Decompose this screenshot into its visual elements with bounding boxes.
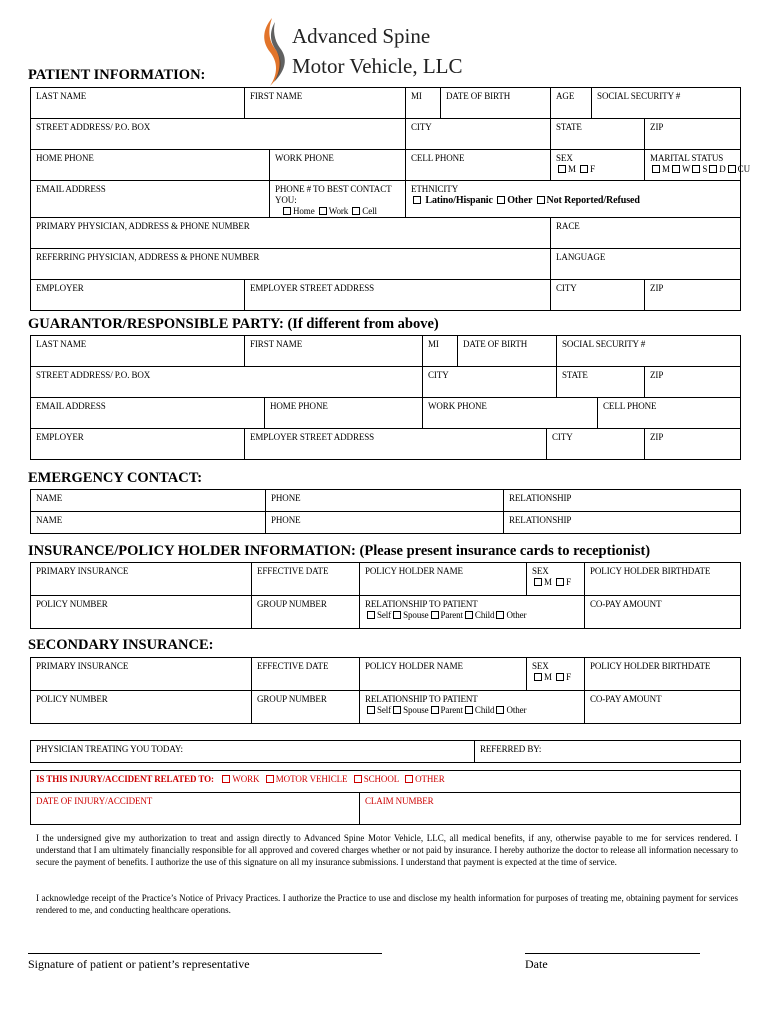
marital-d-label: D xyxy=(719,164,726,174)
insurance-heading: INSURANCE/POLICY HOLDER INFORMATION: (Please present insurance cards to receptionist) xyxy=(28,543,651,559)
consent-paragraph-2: I acknowledge receipt of the Practice’s Notice of Privacy Practices. I authorize the Practice to use and disclose my health information for purposes of treating me, obtaining payment for services rendered to me, and conducting healthcare operations. xyxy=(36,893,738,915)
ins2-rel-other-label: Other xyxy=(506,705,527,715)
pt-employer-street-field[interactable]: EMPLOYER STREET ADDRESS xyxy=(245,280,551,311)
claim-number-field[interactable]: CLAIM NUMBER xyxy=(360,793,741,825)
pt-marital-label: MARITAL STATUS xyxy=(650,153,724,163)
pt-marital-field xyxy=(645,150,750,181)
ins2-copay-field[interactable]: CO-PAY AMOUNT xyxy=(585,691,741,724)
ec1-name-field[interactable]: NAME xyxy=(31,490,266,512)
pt-employer-city-field[interactable]: CITY xyxy=(551,280,645,311)
pt-best-contact-field xyxy=(270,181,406,218)
pt-city-field[interactable]: CITY xyxy=(406,119,551,150)
pt-referring-physician-field[interactable]: REFERRING PHYSICIAN, ADDRESS & PHONE NUMBER xyxy=(31,249,551,280)
secondary-insurance-heading: SECONDARY INSURANCE: xyxy=(28,637,214,653)
g-employer-zip-field[interactable]: ZIP xyxy=(645,429,741,460)
ins1-rel-child-label: Child xyxy=(474,610,495,620)
injury-related-label: IS THIS INJURY/ACCIDENT RELATED TO: xyxy=(36,774,214,784)
pt-primary-physician-field[interactable]: PRIMARY PHYSICIAN, ADDRESS & PHONE NUMBER xyxy=(31,218,551,249)
ins1-sex-f-label: F xyxy=(566,577,571,587)
ins1-holder-bday-field[interactable]: POLICY HOLDER BIRTHDATE xyxy=(585,563,741,596)
ins2-rel-parent-checkbox[interactable] xyxy=(431,706,439,714)
injury-other-label: OTHER xyxy=(415,774,445,784)
signature-line[interactable] xyxy=(28,953,382,954)
ins1-sex-m-label: M xyxy=(544,577,552,587)
g-dob-field[interactable]: DATE OF BIRTH xyxy=(458,336,557,367)
ins1-sex-label: SEX xyxy=(532,566,549,576)
injury-motor-checkbox[interactable] xyxy=(266,775,274,783)
pt-email-field[interactable]: EMAIL ADDRESS xyxy=(31,181,270,218)
ins2-effective-field[interactable]: EFFECTIVE DATE xyxy=(252,658,360,691)
injury-date-field[interactable]: DATE OF INJURY/ACCIDENT xyxy=(31,793,360,825)
g-employer-field[interactable]: EMPLOYER xyxy=(31,429,245,460)
contact-cell-label: Cell xyxy=(362,206,377,216)
pt-language-field[interactable]: LANGUAGE xyxy=(551,249,741,280)
primary-insurance-table xyxy=(30,562,741,629)
ins2-sex-m-checkbox[interactable] xyxy=(534,673,542,681)
pt-age-field[interactable]: AGE xyxy=(551,88,592,119)
injury-related-row xyxy=(31,771,741,793)
ins2-sex-m-label: M xyxy=(544,672,552,682)
g-state-field[interactable]: STATE xyxy=(557,367,645,398)
marital-w-checkbox[interactable] xyxy=(672,165,680,173)
ins2-holder-name-field[interactable]: POLICY HOLDER NAME xyxy=(360,658,527,691)
ins1-rel-parent-checkbox[interactable] xyxy=(431,611,439,619)
ins2-rel-spouse-checkbox[interactable] xyxy=(393,706,401,714)
marital-w-label: W xyxy=(681,164,691,174)
ins2-rel-self-checkbox[interactable] xyxy=(367,706,375,714)
injury-school-checkbox[interactable] xyxy=(354,775,362,783)
ins2-relationship-label: RELATIONSHIP TO PATIENT xyxy=(365,694,478,704)
ec2-name-field[interactable]: NAME xyxy=(31,512,266,534)
injury-work-checkbox[interactable] xyxy=(222,775,230,783)
ins1-group-number-field[interactable]: GROUP NUMBER xyxy=(252,596,360,629)
marital-cu-label: CU xyxy=(737,164,750,174)
pt-sex-m-label: M xyxy=(568,164,576,174)
emergency-table xyxy=(30,489,741,534)
pt-dob-field[interactable]: DATE OF BIRTH xyxy=(441,88,551,119)
pt-cell-phone-field[interactable]: CELL PHONE xyxy=(406,150,551,181)
pt-street-field[interactable]: STREET ADDRESS/ P.O. BOX xyxy=(31,119,406,150)
pt-work-phone-field[interactable]: WORK PHONE xyxy=(270,150,406,181)
ec1-relationship-field[interactable]: RELATIONSHIP xyxy=(504,490,741,512)
ins2-rel-child-checkbox[interactable] xyxy=(465,706,473,714)
marital-m-label: M xyxy=(662,164,670,174)
ins2-rel-other-checkbox[interactable] xyxy=(496,706,504,714)
ins2-holder-bday-field[interactable]: POLICY HOLDER BIRTHDATE xyxy=(585,658,741,691)
date-label: Date xyxy=(525,957,548,971)
injury-work-label: WORK xyxy=(232,774,260,784)
pt-first-name-field[interactable]: FIRST NAME xyxy=(245,88,406,119)
injury-other-checkbox[interactable] xyxy=(405,775,413,783)
ins2-group-number-field[interactable]: GROUP NUMBER xyxy=(252,691,360,724)
ins1-rel-spouse-checkbox[interactable] xyxy=(393,611,401,619)
pt-sex-label: SEX xyxy=(556,153,573,163)
guarantor-heading: GUARANTOR/RESPONSIBLE PARTY: (If different from above) xyxy=(28,316,439,332)
ins1-rel-child-checkbox[interactable] xyxy=(465,611,473,619)
contact-work-label: Work xyxy=(328,206,349,216)
ins2-primary-field[interactable]: PRIMARY INSURANCE xyxy=(31,658,252,691)
contact-home-checkbox[interactable] xyxy=(283,207,291,215)
ins2-sex-field xyxy=(527,658,585,691)
signature-label: Signature of patient or patient’s representative xyxy=(28,957,250,971)
eth-latino-checkbox[interactable] xyxy=(413,196,421,204)
g-cell-phone-field[interactable]: CELL PHONE xyxy=(598,398,741,429)
ins2-rel-self-label: Self xyxy=(377,705,392,715)
ins2-policy-number-field[interactable]: POLICY NUMBER xyxy=(31,691,252,724)
ins2-sex-f-label: F xyxy=(566,672,571,682)
ins2-sex-f-checkbox[interactable] xyxy=(556,673,564,681)
physician-today-field[interactable]: PHYSICIAN TREATING YOU TODAY: xyxy=(31,741,475,763)
pt-ethnicity-field xyxy=(406,181,741,218)
contact-home-label: Home xyxy=(293,206,315,216)
g-first-name-field[interactable]: FIRST NAME xyxy=(245,336,423,367)
logo-line-2: Motor Vehicle, LLC xyxy=(292,54,463,78)
emergency-heading: EMERGENCY CONTACT: xyxy=(28,470,203,486)
pt-mi-field[interactable]: MI xyxy=(406,88,441,119)
marital-cu-checkbox[interactable] xyxy=(728,165,736,173)
contact-cell-checkbox[interactable] xyxy=(352,207,360,215)
ins1-rel-spouse-label: Spouse xyxy=(403,610,429,620)
g-email-field[interactable]: EMAIL ADDRESS xyxy=(31,398,265,429)
pt-zip-field[interactable]: ZIP xyxy=(645,119,741,150)
g-last-name-field[interactable]: LAST NAME xyxy=(31,336,245,367)
g-zip-field[interactable]: ZIP xyxy=(645,367,741,398)
ins1-effective-field[interactable]: EFFECTIVE DATE xyxy=(252,563,360,596)
ins1-sex-field xyxy=(527,563,585,596)
ins2-rel-child-label: Child xyxy=(474,705,495,715)
g-ssn-field[interactable]: SOCIAL SECURITY # xyxy=(557,336,741,367)
g-mi-field[interactable]: MI xyxy=(423,336,458,367)
pt-sex-field xyxy=(551,150,645,181)
ins1-rel-other-checkbox[interactable] xyxy=(496,611,504,619)
patient-info-heading: PATIENT INFORMATION: xyxy=(28,67,206,83)
pt-ssn-field[interactable]: SOCIAL SECURITY # xyxy=(592,88,741,119)
g-street-field[interactable]: STREET ADDRESS/ P.O. BOX xyxy=(31,367,423,398)
ins1-sex-m-checkbox[interactable] xyxy=(534,578,542,586)
ec2-phone-field[interactable]: PHONE xyxy=(266,512,504,534)
ins2-sex-label: SEX xyxy=(532,661,549,671)
g-employer-city-field[interactable]: CITY xyxy=(547,429,645,460)
eth-other-label: Other xyxy=(507,195,533,206)
eth-latino-label: Latino/Hispanic xyxy=(425,195,493,206)
logo-flame-icon xyxy=(258,16,288,88)
ins2-rel-parent-label: Parent xyxy=(440,705,463,715)
injury-school-label: SCHOOL xyxy=(363,774,399,784)
pt-sex-m-checkbox[interactable] xyxy=(558,165,566,173)
g-home-phone-field[interactable]: HOME PHONE xyxy=(265,398,423,429)
secondary-insurance-table xyxy=(30,657,741,724)
eth-not-reported-checkbox[interactable] xyxy=(537,196,545,204)
ins1-rel-parent-label: Parent xyxy=(440,610,463,620)
ins1-rel-self-checkbox[interactable] xyxy=(367,611,375,619)
ins1-policy-number-field[interactable]: POLICY NUMBER xyxy=(31,596,252,629)
eth-not-reported-label: Not Reported/Refused xyxy=(546,195,640,206)
ins1-rel-other-label: Other xyxy=(506,610,527,620)
ins2-rel-spouse-label: Spouse xyxy=(403,705,429,715)
pt-employer-zip-field[interactable]: ZIP xyxy=(645,280,741,311)
ins1-primary-field[interactable]: PRIMARY INSURANCE xyxy=(31,563,252,596)
contact-work-checkbox[interactable] xyxy=(319,207,327,215)
g-work-phone-field[interactable]: WORK PHONE xyxy=(423,398,598,429)
pt-best-contact-label: PHONE # TO BEST CONTACT YOU: xyxy=(275,184,392,205)
ins1-sex-f-checkbox[interactable] xyxy=(556,578,564,586)
guarantor-table xyxy=(30,335,741,460)
logo-line-1: Advanced Spine xyxy=(292,24,431,48)
ec2-relationship-field[interactable]: RELATIONSHIP xyxy=(504,512,741,534)
ins1-relationship-label: RELATIONSHIP TO PATIENT xyxy=(365,599,478,609)
ins1-copay-field[interactable]: CO-PAY AMOUNT xyxy=(585,596,741,629)
g-employer-street-field[interactable]: EMPLOYER STREET ADDRESS xyxy=(245,429,547,460)
marital-s-checkbox[interactable] xyxy=(692,165,700,173)
pt-sex-f-checkbox[interactable] xyxy=(580,165,588,173)
consent-paragraph-1: I the undersigned give my authorization to treat and assign directly to Advanced Spine Motor Vehicle, LLC, all medical benefits, if any, otherwise payable to me for services rendered. I understand that I am ultimately financially responsible for all approved and covered charges whether or not paid by insurance. I hereby authorize the doctor to release all information necessary to secure the payment of benefits. I authorize the use of this signature on all my insurance submissions. I understand that payment is expected at the time of service. xyxy=(36,833,738,867)
physician-table xyxy=(30,740,741,763)
ec1-phone-field[interactable]: PHONE xyxy=(266,490,504,512)
ins1-rel-self-label: Self xyxy=(377,610,392,620)
injury-table xyxy=(30,770,741,825)
ins1-holder-name-field[interactable]: POLICY HOLDER NAME xyxy=(360,563,527,596)
pt-state-field[interactable]: STATE xyxy=(551,119,645,150)
marital-d-checkbox[interactable] xyxy=(709,165,717,173)
referred-by-field[interactable]: REFERRED BY: xyxy=(475,741,741,763)
date-line[interactable] xyxy=(525,953,700,954)
injury-motor-label: MOTOR VEHICLE xyxy=(275,774,348,784)
ins1-relationship-field xyxy=(360,596,585,629)
pt-sex-f-label: F xyxy=(590,164,595,174)
ins2-relationship-field xyxy=(360,691,585,724)
pt-last-name-field[interactable]: LAST NAME xyxy=(31,88,245,119)
pt-race-field[interactable]: RACE xyxy=(551,218,741,249)
marital-s-label: S xyxy=(702,164,708,174)
marital-m-checkbox[interactable] xyxy=(652,165,660,173)
eth-other-checkbox[interactable] xyxy=(497,196,505,204)
patient-info-table xyxy=(30,87,750,311)
g-city-field[interactable]: CITY xyxy=(423,367,557,398)
pt-ethnicity-label: ETHNICITY xyxy=(411,184,459,194)
pt-employer-field[interactable]: EMPLOYER xyxy=(31,280,245,311)
pt-home-phone-field[interactable]: HOME PHONE xyxy=(31,150,270,181)
